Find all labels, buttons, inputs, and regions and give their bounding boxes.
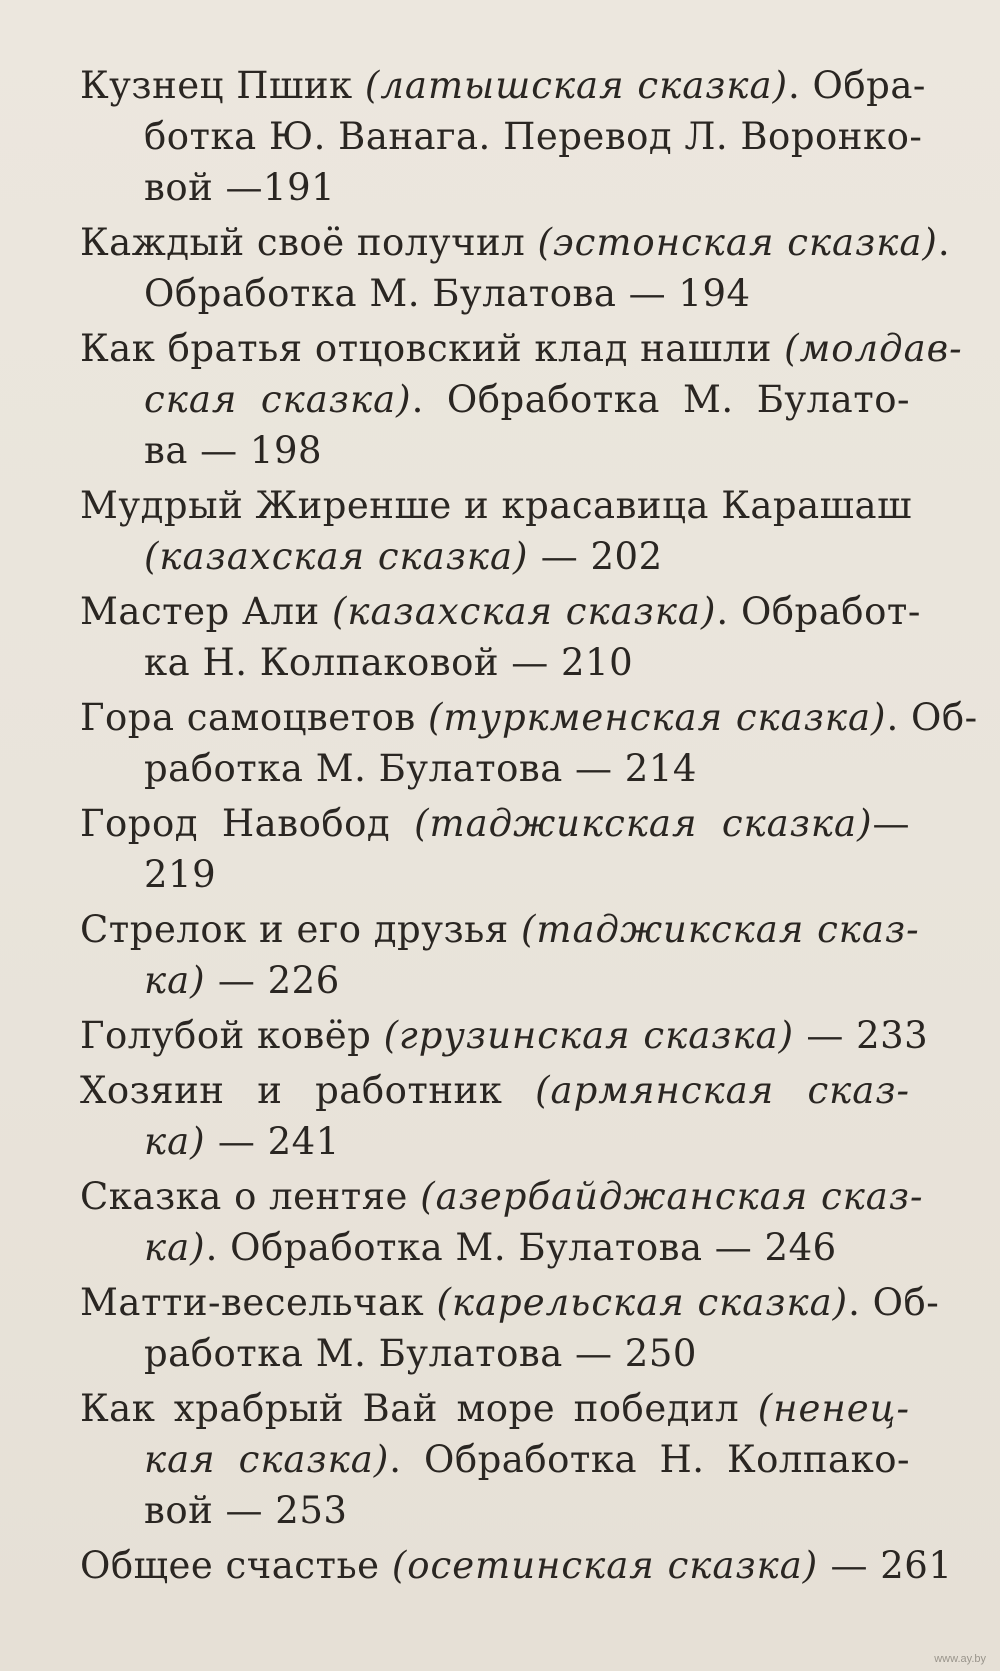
genre-label: (молдав- [784,327,963,370]
toc-line [80,955,910,1006]
toc-line [80,60,926,111]
toc-text: . Обработка М. Булато- [411,378,910,421]
toc-entry [80,1277,940,1379]
story-title: Город Навобод [80,802,415,845]
toc-line [80,111,923,162]
genre-label: ка) [144,959,206,1002]
toc-text: . [937,221,951,264]
toc-line [80,1171,924,1222]
toc-line [80,743,910,794]
story-title: Хозяин и работник [80,1069,536,1112]
story-title: Общее счастье [80,1544,392,1587]
story-title: Мастер Али [80,590,332,633]
toc-line [80,162,910,213]
toc-line [80,1065,910,1116]
toc-entry [80,480,910,582]
toc-text: ка Н. Колпаковой — 210 [144,641,634,684]
toc-line [80,1010,929,1061]
toc-line [80,374,910,425]
story-title: Сказка о лентяе [80,1175,421,1218]
toc-line [80,1485,910,1536]
genre-label: кая сказка) [144,1438,390,1481]
watermark: www.ay.by [934,1653,986,1665]
toc-text: — 233 [794,1014,929,1057]
genre-label: ка) [144,1226,206,1269]
toc-line [80,217,951,268]
toc-entry [80,1010,929,1061]
toc-text: Обработка М. Булатова — 194 [144,272,751,315]
toc-line [80,268,910,319]
toc-text: Мудрый Жиренше и красавица Карашаш [80,484,912,527]
genre-label: (казахская сказка) [331,590,717,633]
genre-label: (ненец- [757,1387,910,1430]
toc-line [80,586,921,637]
genre-label: (осетинская сказка) [391,1544,819,1587]
toc-entry [80,798,910,900]
toc-text: работка М. Булатова — 250 [144,1332,697,1375]
toc-line [80,1540,953,1591]
toc-line [80,1383,910,1434]
genre-label: (казахская сказка) [144,535,529,578]
toc-text: . Обработка Н. Колпако- [389,1438,911,1481]
toc-text: вой —191 [144,166,336,209]
toc-line [80,798,910,849]
toc-text: 219 [144,853,217,896]
toc-line [80,637,910,688]
toc-entry [80,692,978,794]
toc-text: . Об- [886,696,978,739]
toc-line [80,1277,940,1328]
toc-line [80,1434,910,1485]
toc-entry [80,217,951,319]
toc-entry [80,1171,924,1273]
toc-line [80,692,978,743]
toc-line [80,480,910,531]
genre-label: ская сказка) [144,378,412,421]
toc-line [80,323,963,374]
toc-text: работка М. Булатова — 214 [144,747,697,790]
toc-line [80,1222,910,1273]
toc-entry [80,1540,953,1591]
toc-text: — [872,802,911,845]
toc-text: — 226 [205,959,340,1002]
toc-text: — 202 [528,535,663,578]
toc-text: . Об- [848,1281,940,1324]
toc-line [80,1328,910,1379]
genre-label: (грузинская сказка) [383,1014,795,1057]
toc-line [80,425,910,476]
story-title: Как братья отцовский клад нашли [80,327,785,370]
table-of-contents [80,60,978,1595]
genre-label: (таджикская сказ- [520,908,920,951]
genre-label: (армянская сказ- [535,1069,911,1112]
story-title: Голубой ковёр [80,1014,384,1057]
genre-label: (карельская сказка) [436,1281,849,1324]
story-title: Каждый своё получил [80,221,538,264]
toc-entry [80,1065,910,1167]
genre-label: ка) [144,1120,206,1163]
toc-text: — 241 [205,1120,340,1163]
toc-text: . Обработ- [716,590,921,633]
story-title: Стрелок и его друзья [80,908,521,951]
story-title: Кузнец Пшик [80,64,365,107]
toc-line [80,904,920,955]
toc-entry [80,1383,910,1536]
toc-text: вой — 253 [144,1489,348,1532]
toc-text: . Обработка М. Булатова — 246 [205,1226,837,1269]
toc-entry [80,323,963,476]
toc-entry [80,586,921,688]
story-title: Матти-весельчак [80,1281,437,1324]
genre-label: (латышская сказка) [364,64,789,107]
toc-text: . Обра- [788,64,926,107]
toc-line [80,531,910,582]
genre-label: (азербайджанская сказ- [420,1175,924,1218]
genre-label: (туркменская сказка) [427,696,887,739]
toc-text: ботка Ю. Ванага. Перевод Л. Воронко- [144,115,923,158]
genre-label: (таджикская сказка) [414,802,873,845]
story-title: Как храбрый Вай море победил [80,1387,758,1430]
story-title: Гора самоцветов [80,696,428,739]
toc-entry [80,904,920,1006]
toc-entry [80,60,926,213]
genre-label: (эстонская сказка) [537,221,938,264]
toc-line [80,1116,910,1167]
toc-text: — 261 [818,1544,953,1587]
toc-text: ва — 198 [144,429,323,472]
toc-line [80,849,910,900]
